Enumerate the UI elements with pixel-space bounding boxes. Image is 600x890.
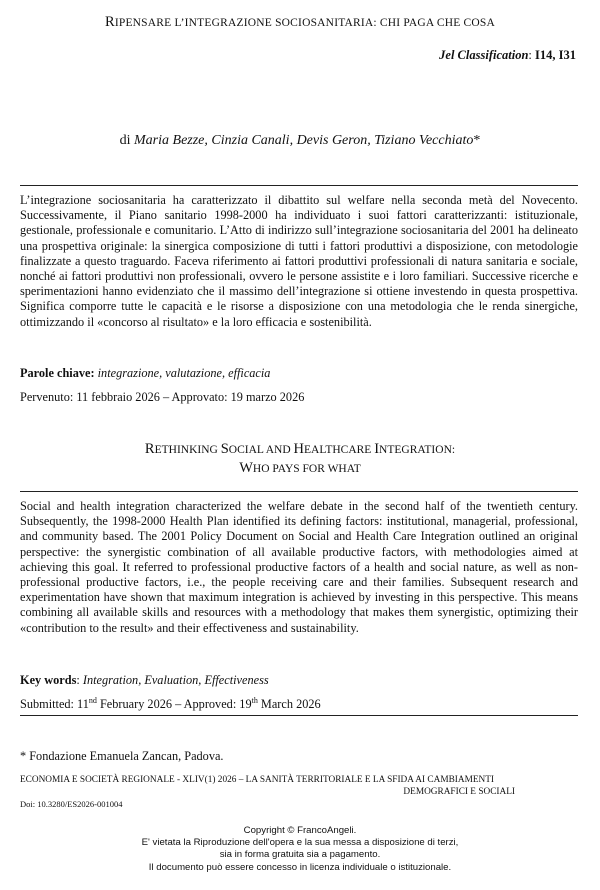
dates-superscript: th <box>251 695 258 705</box>
footnote: * Fondazione Emanuela Zancan, Padova. <box>20 749 224 763</box>
keywords-label: Parole chiave: <box>20 366 95 380</box>
doi: Doi: 10.3280/ES2026-001004 <box>20 799 123 809</box>
title-english-line-2 <box>20 459 580 478</box>
divider-top <box>20 185 578 186</box>
title-en-initial: H <box>293 441 305 457</box>
authors-line <box>0 133 600 149</box>
jel-separator: : <box>528 48 532 62</box>
journal-line-1: ECONOMIA E SOCIETÀ REGIONALE - XLIV(1) 2026 – LA SANITÀ TERRITORIALE E LA SFIDA AI CAMBIAMENTI <box>20 775 495 785</box>
authors-footnote-mark: * <box>473 133 481 148</box>
paper-title-english <box>20 440 580 478</box>
title-en-initial: W <box>239 460 253 476</box>
copyright-line: sia in forma gratuita sia a pagamento. <box>219 849 381 861</box>
journal-reference <box>20 774 580 798</box>
copyright-line: Il documento può essere concesso in licenza individuale o istituzionale. <box>148 861 452 873</box>
divider-bottom <box>20 715 578 716</box>
authors-prefix: di <box>119 133 135 148</box>
dates-superscript: nd <box>88 695 97 705</box>
title-en-word: NTEGRATION: <box>379 444 456 456</box>
title-en-word: ETHINKING <box>154 444 221 456</box>
divider-middle <box>20 491 578 492</box>
keywords-italian <box>20 366 270 381</box>
title-english-line-1 <box>20 440 580 459</box>
jel-codes: I14, I31 <box>531 48 576 62</box>
copyright-notice <box>60 825 540 874</box>
title-initial: R <box>104 14 115 30</box>
copyright-line: E' vietata la Riproduzione dell'opera e la sua messa a disposizione di terzi, <box>141 837 459 849</box>
keywords-separator: : <box>76 673 83 687</box>
dates-text: March 2026 <box>257 697 321 711</box>
authors-names: Maria Bezze, Cinzia Canali, Devis Geron, Tiziano Vecchiato <box>134 133 474 148</box>
dates-text: Submitted: 11 <box>20 697 89 711</box>
dates-text: February 2026 – Approved: 19 <box>96 697 252 711</box>
copyright-line: Copyright © FrancoAngeli. <box>243 825 357 836</box>
title-en-initial: S <box>220 441 229 457</box>
keywords-english <box>20 673 269 688</box>
dates-english <box>20 697 321 712</box>
keywords-label: Key words <box>20 673 77 687</box>
journal-line-2: DEMOGRAFICI E SOCIALI <box>403 787 515 797</box>
title-en-word: HO PAYS FOR WHAT <box>252 463 361 475</box>
dates-italian: Pervenuto: 11 febbraio 2026 – Approvato: 19 marzo 2026 <box>20 390 305 404</box>
paper-title-italian <box>20 14 580 31</box>
title-en-initial: I <box>374 441 380 457</box>
title-rest: IPENSARE L’INTEGRAZIONE SOCIOSANITARIA: CHI PAGA CHE COSA <box>114 17 496 29</box>
abstract-italian: L’integrazione sociosanitaria ha caratterizzato il dibattito sul welfare nella seconda metà del Novecento. Successivamente, il Piano sanitario 1998-2000 ha individuato i suoi fattori caratterizzanti: istituzionale, gestionale, professionale e comunitario. L’Atto di indirizzo sull’integrazione sociosanitaria del 2001 ha delineato una prospettiva originale: la sinergica composizione di tutti i fattori produttivi a disposizione, con metodologie finalizzate a questo traguardo. Faceva riferimento ai fattori produttivi professionali di natura sanitaria e sociale, nonché ai fattori produttivi non professionali, ovvero le persone assistite e i loro familiari. Successive ricerche e sperimentazioni hanno evidenziato che il massimo dell’integrazione si ottiene investendo in questa prospettiva. Significa comporre tutte le capacità e le risorse a disposizione con una metodologia che le renda sinergiche, ottimizzando il «concorso al risultato» e la loro efficacia e sostenibilità. <box>20 193 578 329</box>
title-en-word: EALTHCARE <box>304 444 375 456</box>
abstract-english: Social and health integration characterized the welfare debate in the second half of the twentieth century. Subsequently, the 1998-2000 Health Plan identified its defining factors: institutional, managerial, professional, and community based. The 2001 Policy Document on Social and Health Care Integration outlined an original perspective: the synergistic combination of all available productive factors, with methodologies aimed at achieving this goal. It referred to professional productive factors of a health and social nature, as well as non-professional productive factors, i.e., the people receiving care and their families. Subsequent research and experimentation have shown that maximum integration is achieved by investing in this perspective. This means combining all available skills and resources with a methodology that makes them synergistic, optimizing their «contribution to the result» and their effectiveness and sustainability. <box>20 499 578 635</box>
jel-classification <box>439 48 576 63</box>
title-en-word: OCIAL AND <box>228 444 294 456</box>
keywords-values: integrazione, valutazione, efficacia <box>97 366 271 380</box>
title-en-initial: R <box>144 441 155 457</box>
keywords-values: Integration, Evaluation, Effectiveness <box>82 673 269 687</box>
jel-label: Jel Classification <box>439 48 529 62</box>
